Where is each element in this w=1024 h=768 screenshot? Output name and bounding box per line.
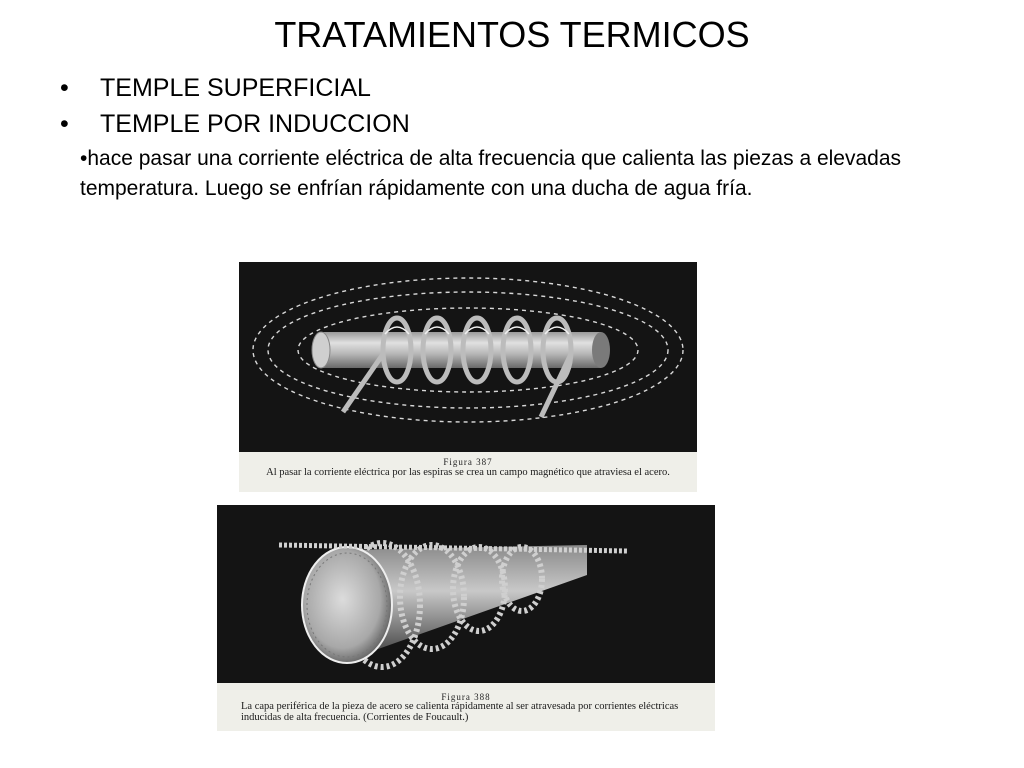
figure-caption: La capa periférica de la pieza de acero se calienta rápidamente al ser atravesada por corrientes eléctricas inducidas de alta frecuencia. (Corrientes de Foucault.) [241, 701, 679, 723]
figure-number: Figura 387 [443, 457, 493, 467]
figure-caption: Al pasar la corriente eléctrica por las espiras se crea un campo magnético que atraviesa el acero. [266, 467, 670, 478]
description-text: •hace pasar una corriente eléctrica de alta frecuencia que calienta las piezas a elevadas temperatura. Luego se enfrían rápidamente con una ducha de agua fría. [80, 147, 902, 200]
bullet-marker: • [60, 110, 69, 138]
bullet-item-temple-superficial [60, 70, 410, 106]
bullet-marker: • [60, 74, 69, 102]
slide-title: TRATAMIENTOS TERMICOS [274, 14, 750, 55]
bullet-text: TEMPLE POR INDUCCION [100, 110, 410, 138]
figure-388 [217, 505, 715, 731]
bullet-text: TEMPLE SUPERFICIAL [100, 74, 371, 102]
figure-387 [239, 262, 697, 492]
bullet-item-temple-induccion [60, 106, 410, 142]
bullet-list [60, 70, 410, 142]
figure-number: Figura 388 [441, 692, 491, 702]
steel-piece-face [302, 547, 392, 663]
